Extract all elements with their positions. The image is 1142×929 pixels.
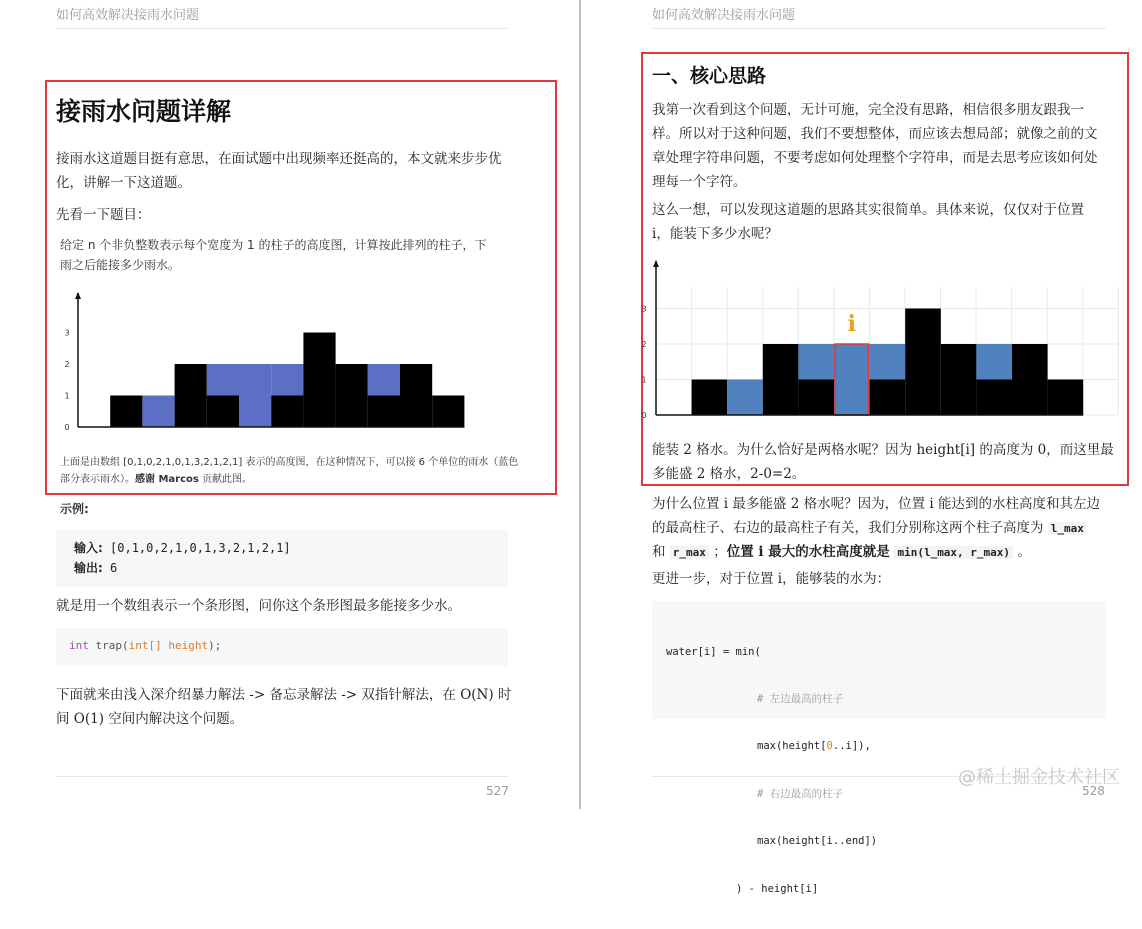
y-tick-label: 2 bbox=[641, 340, 647, 349]
page-title: 接雨水问题详解 bbox=[56, 97, 232, 126]
chart-bar bbox=[110, 396, 142, 428]
running-title: 如何高效解决接雨水问题 bbox=[652, 8, 796, 23]
example-box bbox=[56, 530, 508, 587]
code-comment-right: # 右边最高的柱子 bbox=[757, 787, 844, 800]
chart-bar bbox=[207, 396, 239, 428]
p4-line-3 bbox=[652, 540, 1031, 565]
code-l-max: l_max bbox=[1048, 522, 1087, 535]
code-end: ); bbox=[208, 639, 222, 652]
p1-line-1: 我第一次看到这个问题，无计可施，完全没有思路，相信很多朋友跟我一 bbox=[652, 102, 1084, 118]
p5: 更进一步，对于位置 i，能够装的水为： bbox=[652, 571, 891, 587]
problem-line-2: 雨之后能接多少雨水。 bbox=[60, 258, 181, 272]
y-tick-label: 3 bbox=[641, 304, 647, 314]
chart-water bbox=[834, 344, 870, 415]
p1-line-4: 理每一个字符。 bbox=[652, 174, 747, 190]
rain-chart-right bbox=[641, 258, 1112, 428]
chart-caption-line-1: 上面是由数组 [0,1,0,2,1,0,1,3,2,1,2,1] 表示的高度图，在这种情况下，可以接 6 个单位的雨水（蓝色 bbox=[60, 457, 519, 468]
page-number: 527 bbox=[486, 784, 509, 798]
closing-line-1: 下面就来由浅入深介绍暴力解法 -> 备忘录解法 -> 双指针解法，在 O(N) 时 bbox=[56, 687, 512, 703]
code-range-left: ..i]), bbox=[832, 740, 871, 753]
p3-line-2: 多能盛 2 格水，2-0=2。 bbox=[652, 466, 806, 482]
section-title: 一、核心思路 bbox=[652, 65, 767, 87]
code-line-5: max(height[i..end]) bbox=[757, 835, 878, 848]
output-value: 6 bbox=[102, 561, 118, 575]
problem-line-1: 给定 n 个非负整数表示每个宽度为 1 的柱子的高度图，计算按此排列的柱子，下 bbox=[60, 238, 487, 252]
code-min: min(l_max, r_max) bbox=[894, 546, 1013, 559]
watermark: @稀土掘金技术社区 bbox=[958, 767, 1120, 788]
right-page bbox=[582, 0, 1142, 895]
example-input-line bbox=[74, 538, 291, 558]
chart-bar bbox=[336, 364, 368, 427]
y-tick-label: 2 bbox=[64, 360, 70, 369]
page-number: 528 bbox=[1082, 784, 1105, 798]
chart-bar bbox=[976, 380, 1012, 416]
chart-water bbox=[976, 344, 1012, 380]
header-rule bbox=[56, 28, 508, 29]
chart-bar bbox=[400, 364, 432, 427]
chart-bar bbox=[798, 380, 834, 416]
p4-and: 和 bbox=[652, 544, 670, 560]
caption-suffix: 贡献此图。 bbox=[198, 474, 253, 485]
chart-caption-line-2 bbox=[60, 471, 252, 488]
header-rule bbox=[652, 28, 1106, 29]
chart-bar bbox=[432, 396, 464, 428]
p4-line-2 bbox=[652, 516, 1087, 541]
y-axis-arrow bbox=[653, 260, 659, 267]
p1-line-3: 章处理字符串问题，不要考虑如何处理整个字符串，而是去思考应该如何处 bbox=[652, 150, 1098, 166]
chart-water bbox=[727, 380, 763, 416]
chart-bar bbox=[870, 380, 906, 416]
output-label: 输出: bbox=[74, 561, 103, 575]
rain-chart-left bbox=[55, 285, 475, 445]
code-type: int[] bbox=[128, 639, 162, 652]
caption-text: 部分表示雨水）。 bbox=[60, 474, 135, 485]
y-tick-label: 0 bbox=[64, 423, 70, 432]
page-divider bbox=[579, 0, 581, 809]
p1-line-2: 样。所以对于这种问题，我们不要想整体，而应该去想局部；就像之前的文 bbox=[652, 126, 1098, 142]
chart-bar bbox=[175, 364, 207, 427]
chart-water bbox=[207, 364, 239, 396]
y-tick-label: 0 bbox=[641, 411, 647, 420]
y-tick-label: 3 bbox=[64, 328, 70, 338]
left-page bbox=[0, 0, 579, 809]
code-param: height bbox=[161, 639, 209, 652]
chart-bar bbox=[1012, 344, 1048, 415]
p4-end: 。 bbox=[1013, 544, 1031, 560]
y-tick-label: 1 bbox=[641, 375, 647, 385]
chart-water bbox=[798, 344, 834, 380]
chart-bar bbox=[941, 344, 977, 415]
p4-bold-text: 位置 i 最大的水柱高度就是 bbox=[726, 544, 895, 560]
input-value: [0,1,0,2,1,0,1,3,2,1,2,1] bbox=[102, 541, 291, 555]
p3-line-1: 能装 2 格水。为什么恰好是两格水呢？因为 height[i] 的高度为 0，而这里最 bbox=[652, 442, 1114, 458]
code-zero: 0 bbox=[826, 740, 833, 753]
signature-code-box bbox=[56, 628, 508, 666]
chart-bar bbox=[692, 380, 728, 416]
p4-line-1: 为什么位置 i 最多能盛 2 格水呢？因为，位置 i 能达到的水柱高度和其左边 bbox=[652, 496, 1100, 512]
footer-rule bbox=[56, 776, 508, 777]
chart-bar bbox=[905, 309, 941, 416]
code-function: trap( bbox=[88, 639, 129, 652]
input-label: 输入: bbox=[74, 541, 103, 555]
chart-bar bbox=[303, 333, 335, 428]
running-title: 如何高效解决接雨水问题 bbox=[56, 8, 200, 23]
explain-paragraph: 就是用一个数组表示一个条形图，问你这个条形图最多能接多少水。 bbox=[56, 598, 461, 614]
code-r-max: r_max bbox=[670, 546, 709, 559]
chart-bar bbox=[271, 396, 303, 428]
chart-bar bbox=[368, 396, 400, 428]
code-comment-left: # 左边最高的柱子 bbox=[757, 692, 844, 705]
y-tick-label: 1 bbox=[64, 391, 70, 401]
chart-bar bbox=[763, 344, 799, 415]
chart-water bbox=[142, 396, 174, 428]
intro-paragraph: 接雨水这道题目挺有意思，在面试题中出现频率还挺高的，本文就来步步优化，讲解一下这道题。 bbox=[56, 151, 502, 191]
y-axis-arrow bbox=[75, 292, 81, 299]
code-line-6: ) - height[i] bbox=[736, 882, 819, 895]
p2-line-2: i，能装下多少水呢？ bbox=[652, 226, 778, 242]
caption-credit: 感谢 Marcos bbox=[135, 474, 199, 485]
signature-code bbox=[69, 639, 221, 652]
code-max-left: max(height[ bbox=[757, 740, 827, 753]
chart-water bbox=[239, 364, 271, 427]
code-line-1: water[i] = min( bbox=[666, 645, 761, 658]
position-marker: i bbox=[847, 311, 856, 337]
chart-water bbox=[368, 364, 400, 396]
chart-bar bbox=[1048, 380, 1084, 416]
p4-line-2-text: 的最高柱子、右边的最高柱子有关，我们分别称这两个柱子高度为 bbox=[652, 520, 1048, 536]
closing-line-2: 间 O(1) 空间内解决这个问题。 bbox=[56, 711, 244, 727]
formula-code bbox=[666, 613, 877, 929]
example-output-line bbox=[74, 558, 117, 578]
code-keyword: int bbox=[69, 639, 89, 652]
p2-line-1: 这么一想，可以发现这道题的思路其实很简单。具体来说，仅仅对于位置 bbox=[652, 202, 1084, 218]
chart-water bbox=[870, 344, 906, 380]
chart-water bbox=[271, 364, 303, 396]
prompt-paragraph: 先看一下题目： bbox=[56, 207, 151, 223]
p4-semicolon: ； bbox=[708, 544, 727, 560]
code-line-3 bbox=[666, 739, 877, 755]
example-label: 示例: bbox=[60, 502, 89, 516]
